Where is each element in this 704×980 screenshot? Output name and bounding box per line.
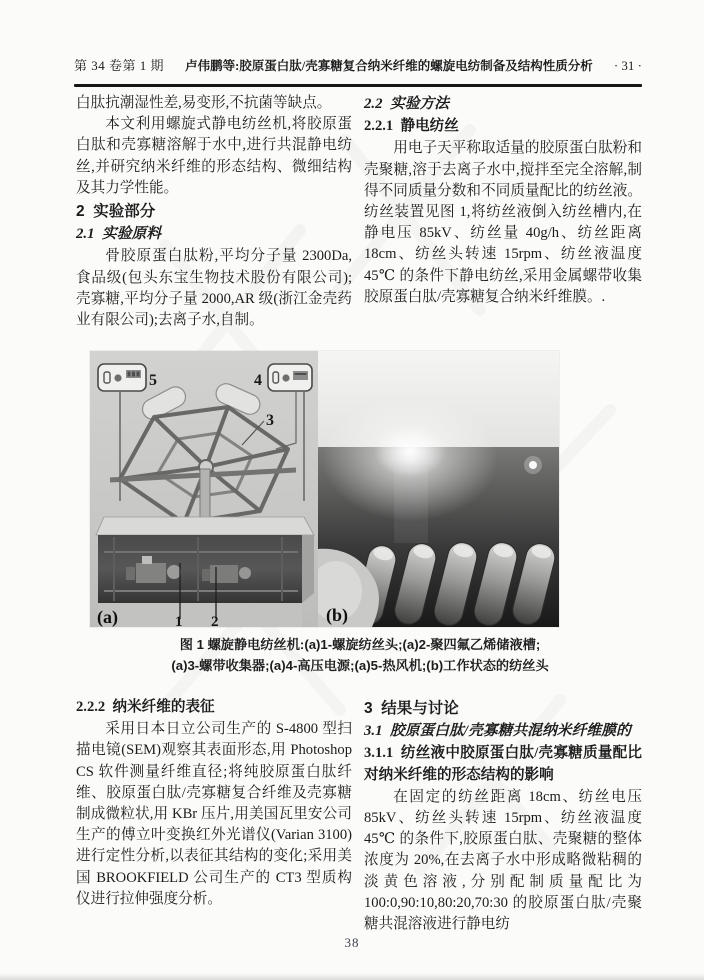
- paragraph: 在固定的纺丝距离 18cm、纺丝电压 85kV、纺丝头转速 15rpm、纺丝液温度 45℃ 的条件下,胶原蛋白肽、壳聚糖的整体浓度为 20%,在去离子水中形成略微粘稠的淡黄色溶液,分别配制质量配比为 100:0,90:10,80:20,70:30 的胶原蛋白肽/壳聚糖共混溶液进行静电纺: [364, 788, 642, 933]
- section-heading-2-2-1: 2.2.1 静电纺丝: [364, 118, 459, 135]
- figure-callout-1: 1: [175, 614, 183, 627]
- pdf-page-number: 38: [344, 935, 360, 950]
- panel-b-label: (b): [326, 605, 348, 625]
- machine-base: [96, 517, 314, 627]
- caption-line-1: 图 1 螺旋静电纺丝机:(a)1-螺旋纺丝头;(a)2-聚四氟乙烯储液槽;: [179, 637, 541, 652]
- section-heading-3-1-1: 3.1.1 纺丝液中胶原蛋白肽/壳寡糖质量配比对纳米纤维的形态结构的影响: [364, 745, 642, 783]
- paragraph: 骨胶原蛋白肽粉,平均分子量 2300Da,食品级(包头东宝生物技术股份有限公司);壳寡糖,平均分子量 2000,AR 级(浙江金壳药业有限公司);去离子水,自制。: [76, 248, 352, 329]
- column-right-bottom: [364, 696, 642, 935]
- panel-a-label: (a): [97, 607, 118, 627]
- paragraph: 本文利用螺旋式静电纺丝机,将胶原蛋白肽和壳寡糖溶解于水中,进行共混静电纺丝,并研究纳米纤维的形态结构、微细结构及其力学性能。: [76, 116, 352, 196]
- section-heading-2-2-2: 2.2.2 纳米纤维的表征: [76, 699, 215, 715]
- column-left-bottom: [76, 696, 352, 910]
- figure-photo-b: [318, 351, 559, 627]
- page-header: [74, 55, 642, 74]
- header-rule: [74, 84, 642, 87]
- figure-callout-3: 3: [266, 412, 274, 429]
- volume-issue: 第 34 卷第 1 期: [74, 58, 165, 73]
- figure-caption: [80, 634, 640, 676]
- section-heading-2-2: 2.2 实验方法: [364, 96, 450, 112]
- indicator-light: [529, 461, 537, 469]
- figure-callout-5: 5: [149, 372, 157, 389]
- center-shaft: [200, 469, 210, 521]
- section-heading-3-1: 3.1 胶原蛋白肽/壳寡糖共混纳米纤维膜的: [364, 723, 631, 740]
- caption-line-2: (a)3-螺带收集器;(a)4-高压电源;(a)5-热风机;(b)工作状态的纺丝头: [171, 658, 549, 673]
- section-heading-2: 2 实验部分: [76, 203, 156, 221]
- column-right-top: [364, 93, 642, 308]
- paragraph: 采用日本日立公司生产的 S-4800 型扫描电镜(SEM)观察其表面形态,用 Photoshop CS 软件测量纤维直径;将纯胶原蛋白肽纤维、胶原蛋白肽/壳寡糖复合纤维及壳寡糖制成微粒状,用 KBr 压片,用美国瓦里安公司生产的傅立叶变换红外光谱仪(Varian 3100)进行定性分析,以表征其结构的变化;采用美国 BROOKFIELD 公司生产的 CT3 型质构仪进行拉伸强度分析。: [76, 721, 352, 907]
- paragraph: 白肽抗潮湿性差,易变形,不抗菌等缺点。: [76, 95, 332, 111]
- section-heading-2-1: 2.1 实验原料: [76, 226, 162, 243]
- spiral-spinneret-coil: [352, 540, 557, 627]
- column-left-top: [76, 93, 352, 331]
- figure-photo-a: [90, 351, 318, 627]
- figure-1: [90, 351, 559, 627]
- figure-callout-2: 2: [211, 614, 219, 627]
- figure-callout-4: 4: [254, 372, 262, 389]
- scan-edge-shadow: [0, 973, 704, 980]
- running-title: 卢伟鹏等:胶原蛋白肽/壳寡糖复合纳米纤维的螺旋电纺制备及结构性质分析: [185, 59, 593, 73]
- paragraph: 用电子天平称取适量的胶原蛋白肽粉和壳聚糖,溶于去离子水中,搅拌至完全溶解,制得不同质量分数和不同质量配比的纺丝液。纺丝装置见图 1,将纺丝液倒入纺丝槽内,在静电压 85kV、纺丝量 40g/h、纺丝距离 18cm、纺丝头转速 15rpm、纺丝液温度 45℃ 的条件下静电纺丝,采用金属螺带收集胶原蛋白肽/壳寡糖复合纳米纤维膜。.: [364, 140, 642, 305]
- printed-page-number: · 31 ·: [613, 58, 642, 73]
- section-heading-3: 3 结果与讨论: [364, 700, 459, 717]
- fiber-mist: [394, 469, 428, 543]
